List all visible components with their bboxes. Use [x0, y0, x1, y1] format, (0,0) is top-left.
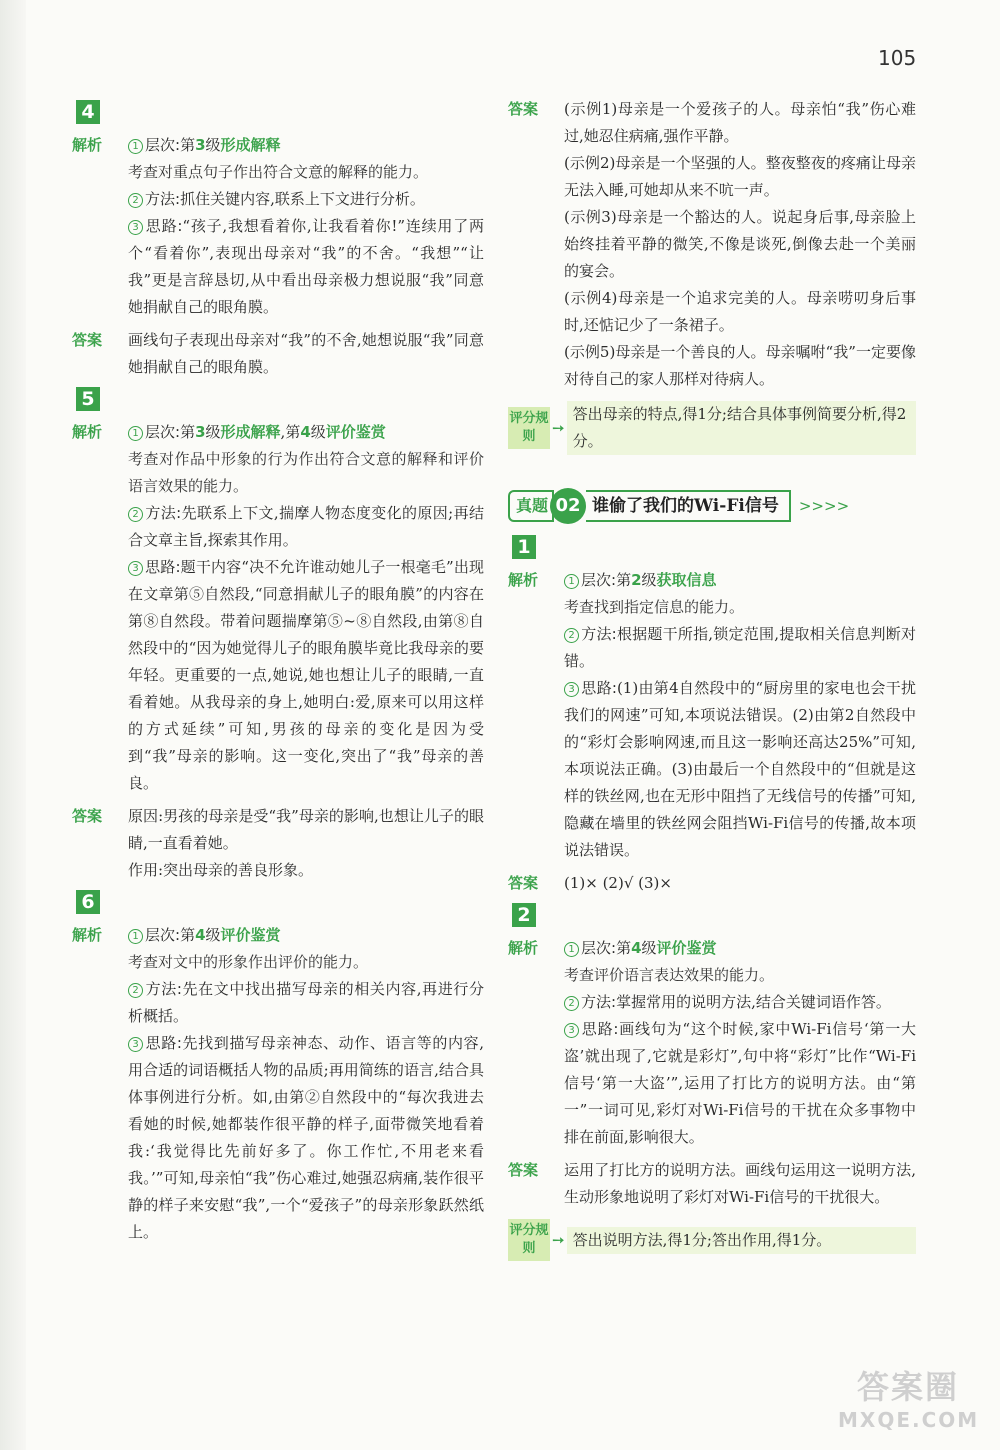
section-title: 谁偷了我们的Wi-Fi信号: [586, 490, 791, 522]
q5-answer: 答案 原因:男孩的母亲是受“我”母亲的影响,也想让儿子的眼睛,一直看着她。 作用:突出母亲的善良形象。: [72, 803, 484, 884]
section-header: [508, 489, 916, 523]
q4-answer: 答案 画线句子表现出母亲对“我”的不舍,她想说服“我”同意她捐献自己的眼角膜。: [72, 327, 484, 381]
left-column: [72, 98, 484, 1252]
analysis-label: 解析: [72, 423, 103, 441]
question-number-4: 4: [76, 100, 100, 124]
marker-3: 3: [128, 220, 143, 235]
section-arrows-icon: >>>>: [798, 497, 850, 515]
answer-label: 答案: [508, 100, 539, 118]
q5-analysis: 解析 1 层次:第3级形成解释,第4级评价鉴赏 考查对作品中形象的行为作出符合文意的解释和评价语言效果的能力。 2 方法:先联系上下文,揣摩人物态度变化的原因;再结合文章主旨,探索其作用。 3 思路:题干内容“决不允许谁动她儿子一根毫毛”出现在文章第⑤自然段,“同意捐献儿子的眼角膜”的内容在第⑧自然段。带着问题揣摩第⑤~⑧自然段,由第⑧自然段中的“因为她觉得儿子的眼角膜毕竟比我母亲的要年轻。更重要的一点,她说,她也想让儿子的眼睛,一直看着她。从我母亲的身上,她明白:爱,原来可以用这样的方式延续”可知,男孩的母亲的变化是因为受到“我”母亲的影响。这一变化,突出了“我”母亲的善良。: [72, 419, 484, 797]
analysis-label: 解析: [72, 926, 103, 944]
q6-answer: 答案 (示例1)母亲是一个爱孩子的人。母亲怕“我”伤心难过,她忍住病痛,强作平静。 (示例2)母亲是一个坚强的人。整夜整夜的疼痛让母亲无法入睡,可她却从来不吭一声。 (示例3)母亲是一个豁达的人。说起身后事,母亲脸上始终挂着平静的微笑,不像是谈死,倒像去赴一个美丽的宴会。 (示例4)母亲是一个追求完美的人。母亲唠叨身后事时,还惦记少了一条裙子。 (示例5)母亲是一个善良的人。母亲嘱咐“我”一定要像对待自己的家人那样对待病人。: [508, 96, 916, 393]
arrow-icon: ➙: [552, 419, 565, 437]
answer-label: 答案: [72, 807, 103, 825]
q1-analysis: 解析 1 层次:第2级获取信息 考查找到指定信息的能力。 2 方法:根据题干所指,锁定范围,提取相关信息判断对错。 3 思路:(1)由第4自然段中的“厨房里的家电也会干扰我们的网速”可知,本项说法错误。(2)由第2自然段中的“彩灯会影响网速,而且这一影响还高达25%”可知,本项说法正确。(3)由最后一个自然段中的“但就是这样的铁丝网,也在无形中阻挡了无线信号的传播”可知,隐藏在墙里的铁丝网会阻挡Wi-Fi信号的传播,故本项说法错误。: [508, 571, 916, 859]
q2-answer: 答案 运用了打比方的说明方法。画线句运用这一说明方法,生动形象地说明了彩灯对Wi-Fi信号的干扰很大。: [508, 1161, 916, 1206]
question-number-2: 2: [512, 903, 536, 927]
section-label: 真题: [508, 490, 554, 522]
right-column: [508, 96, 916, 1275]
q6-analysis: 解析 1 层次:第4级评价鉴赏 考查对文中的形象作出评价的能力。 2 方法:先在文中找出描写母亲的相关内容,再进行分析概括。 3 思路:先找到描写母亲神态、动作、语言等的内容,用合适的词语概括人物的品质;再用简练的语言,结合具体事例进行分析。如,由第②自然段中的“每次我进去看她的时候,她都装作很平静的样子,面带微笑地看着我:‘我觉得比先前好多了。你工作忙,不用老来看我。’”可知,母亲怕“我”伤心难过,她强忍病痛,装作很平静的样子来安慰“我”,一个“爱孩子”的母亲形象跃然纸上。: [72, 922, 484, 1246]
section-number: 02: [550, 488, 586, 524]
question-number-1: 1: [512, 535, 536, 559]
score-rule-label: 评分规则: [508, 407, 550, 449]
marker-1: 1: [128, 139, 143, 154]
marker-2: 2: [128, 193, 143, 208]
question-number-6: 6: [76, 890, 100, 914]
answer-label: 答案: [72, 331, 103, 349]
page-binding-edge: [0, 0, 26, 1450]
page-number: 105: [878, 46, 917, 70]
score-rule-2: 评分规则 ➙ 答出说明方法,得1分;答出作用,得1分。: [508, 1219, 916, 1261]
arrow-icon: ➙: [552, 1231, 565, 1249]
q1-answer: 答案 (1)× (2)√ (3)×: [508, 874, 672, 892]
skill-name: 形成解释: [220, 136, 281, 154]
q2-analysis: 解析 1 层次:第4级评价鉴赏 考查评价语言表达效果的能力。 2 方法:掌握常用的说明方法,结合关键词语作答。 3 思路:画线句为“这个时候,家中Wi-Fi信号‘第一大盗’就出现了,它就是彩灯”,句中将“彩灯”比作“Wi-Fi信号‘第一大盗’”,运用了打比方的说明方法。由“第一”一词可见,彩灯对Wi-Fi信号的干扰在众多事物中排在前面,影响很大。: [508, 939, 916, 1146]
watermark-logo: 答案圈 MXQE.COM: [838, 1368, 980, 1432]
q4-analysis: 解析 1 层次:第3级形成解释 考查对重点句子作出符合文意的解释的能力。 2 方法:抓住关键内容,联系上下文进行分析。 3 思路:“孩子,我想看着你,让我看着你!”连续用了两个“看着你”,表现出母亲对“我”的不舍。“我想”“让我”更是言辞恳切,从中看出母亲极力想说服“我”同意她捐献自己的眼角膜。: [72, 132, 484, 321]
question-number-5: 5: [76, 387, 100, 411]
analysis-label: 解析: [72, 136, 103, 154]
score-rule-1: 评分规则 ➙ 答出母亲的特点,得1分;结合具体事例简要分析,得2分。: [508, 401, 916, 455]
